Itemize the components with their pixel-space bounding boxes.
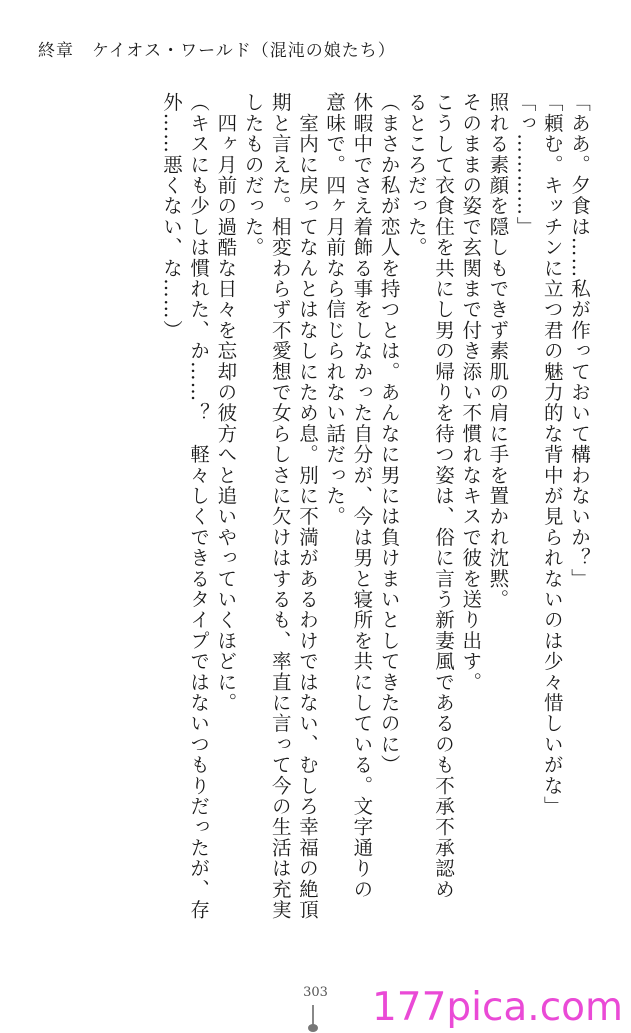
page-number: 303 (303, 985, 328, 1000)
text-line-3: 「っ…………」 (513, 92, 537, 237)
text-line-12: 期と言えた。相変わらず不愛想で女らしさに欠けはするも、率直に言って今の生活は充実 (268, 92, 292, 920)
text-line-6: こうして衣食住を共にし男の帰りを待つ姿は、俗に言う新妻風であるのも不承不承認め (431, 92, 455, 900)
text-line-4: 照れる素顔を隠しもできず素肌の肩に手を置かれ沈黙。 (486, 92, 510, 610)
text-line-5: そのままの姿で玄関まで付き添い不慣れなキスで彼を送り出す。 (459, 92, 483, 693)
text-line-8: （まさか私が恋人を持つとは。あんなに男には負けまいとしてきたのに） (377, 92, 401, 776)
page-marker-dot (308, 1024, 318, 1032)
text-line-1: 「ああ。夕食は……私が作っておいて構わないか？」 (568, 92, 591, 589)
running-head: 終章 ケイオス・ワールド（混沌の娘たち） (38, 41, 396, 61)
text-line-11: 室内に戻ってなんとはなしにため息。別に不満があるわけではない、むしろ幸福の絶頂 (295, 92, 319, 920)
text-line-14: 四ヶ月前の過酷な日々を忘却の彼方へと追いやっていくほどに。 (214, 92, 238, 713)
text-line-13: したものだった。 (241, 92, 265, 258)
text-line-15: （キスにも少しは慣れた、か……？ 軽々しくできるタイプではないつもりだったが、存 (187, 92, 211, 920)
text-line-9: 休暇中でさえ着飾る事をしなかった自分が、今は男と寝所を共にしている。文字通りの (350, 92, 374, 900)
text-line-2: 「頼む。キッチンに立つ君の魅力的な背中が見られないのは少々惜しいがな」 (540, 92, 564, 817)
text-line-10: 意味で。四ヶ月前なら信じられない話だった。 (323, 92, 347, 527)
body-text (33, 92, 593, 972)
text-line-7: るところだった。 (404, 92, 428, 258)
watermark: 177pica.com (371, 985, 623, 1030)
text-line-16: 外……悪くない、な……） (159, 92, 183, 341)
